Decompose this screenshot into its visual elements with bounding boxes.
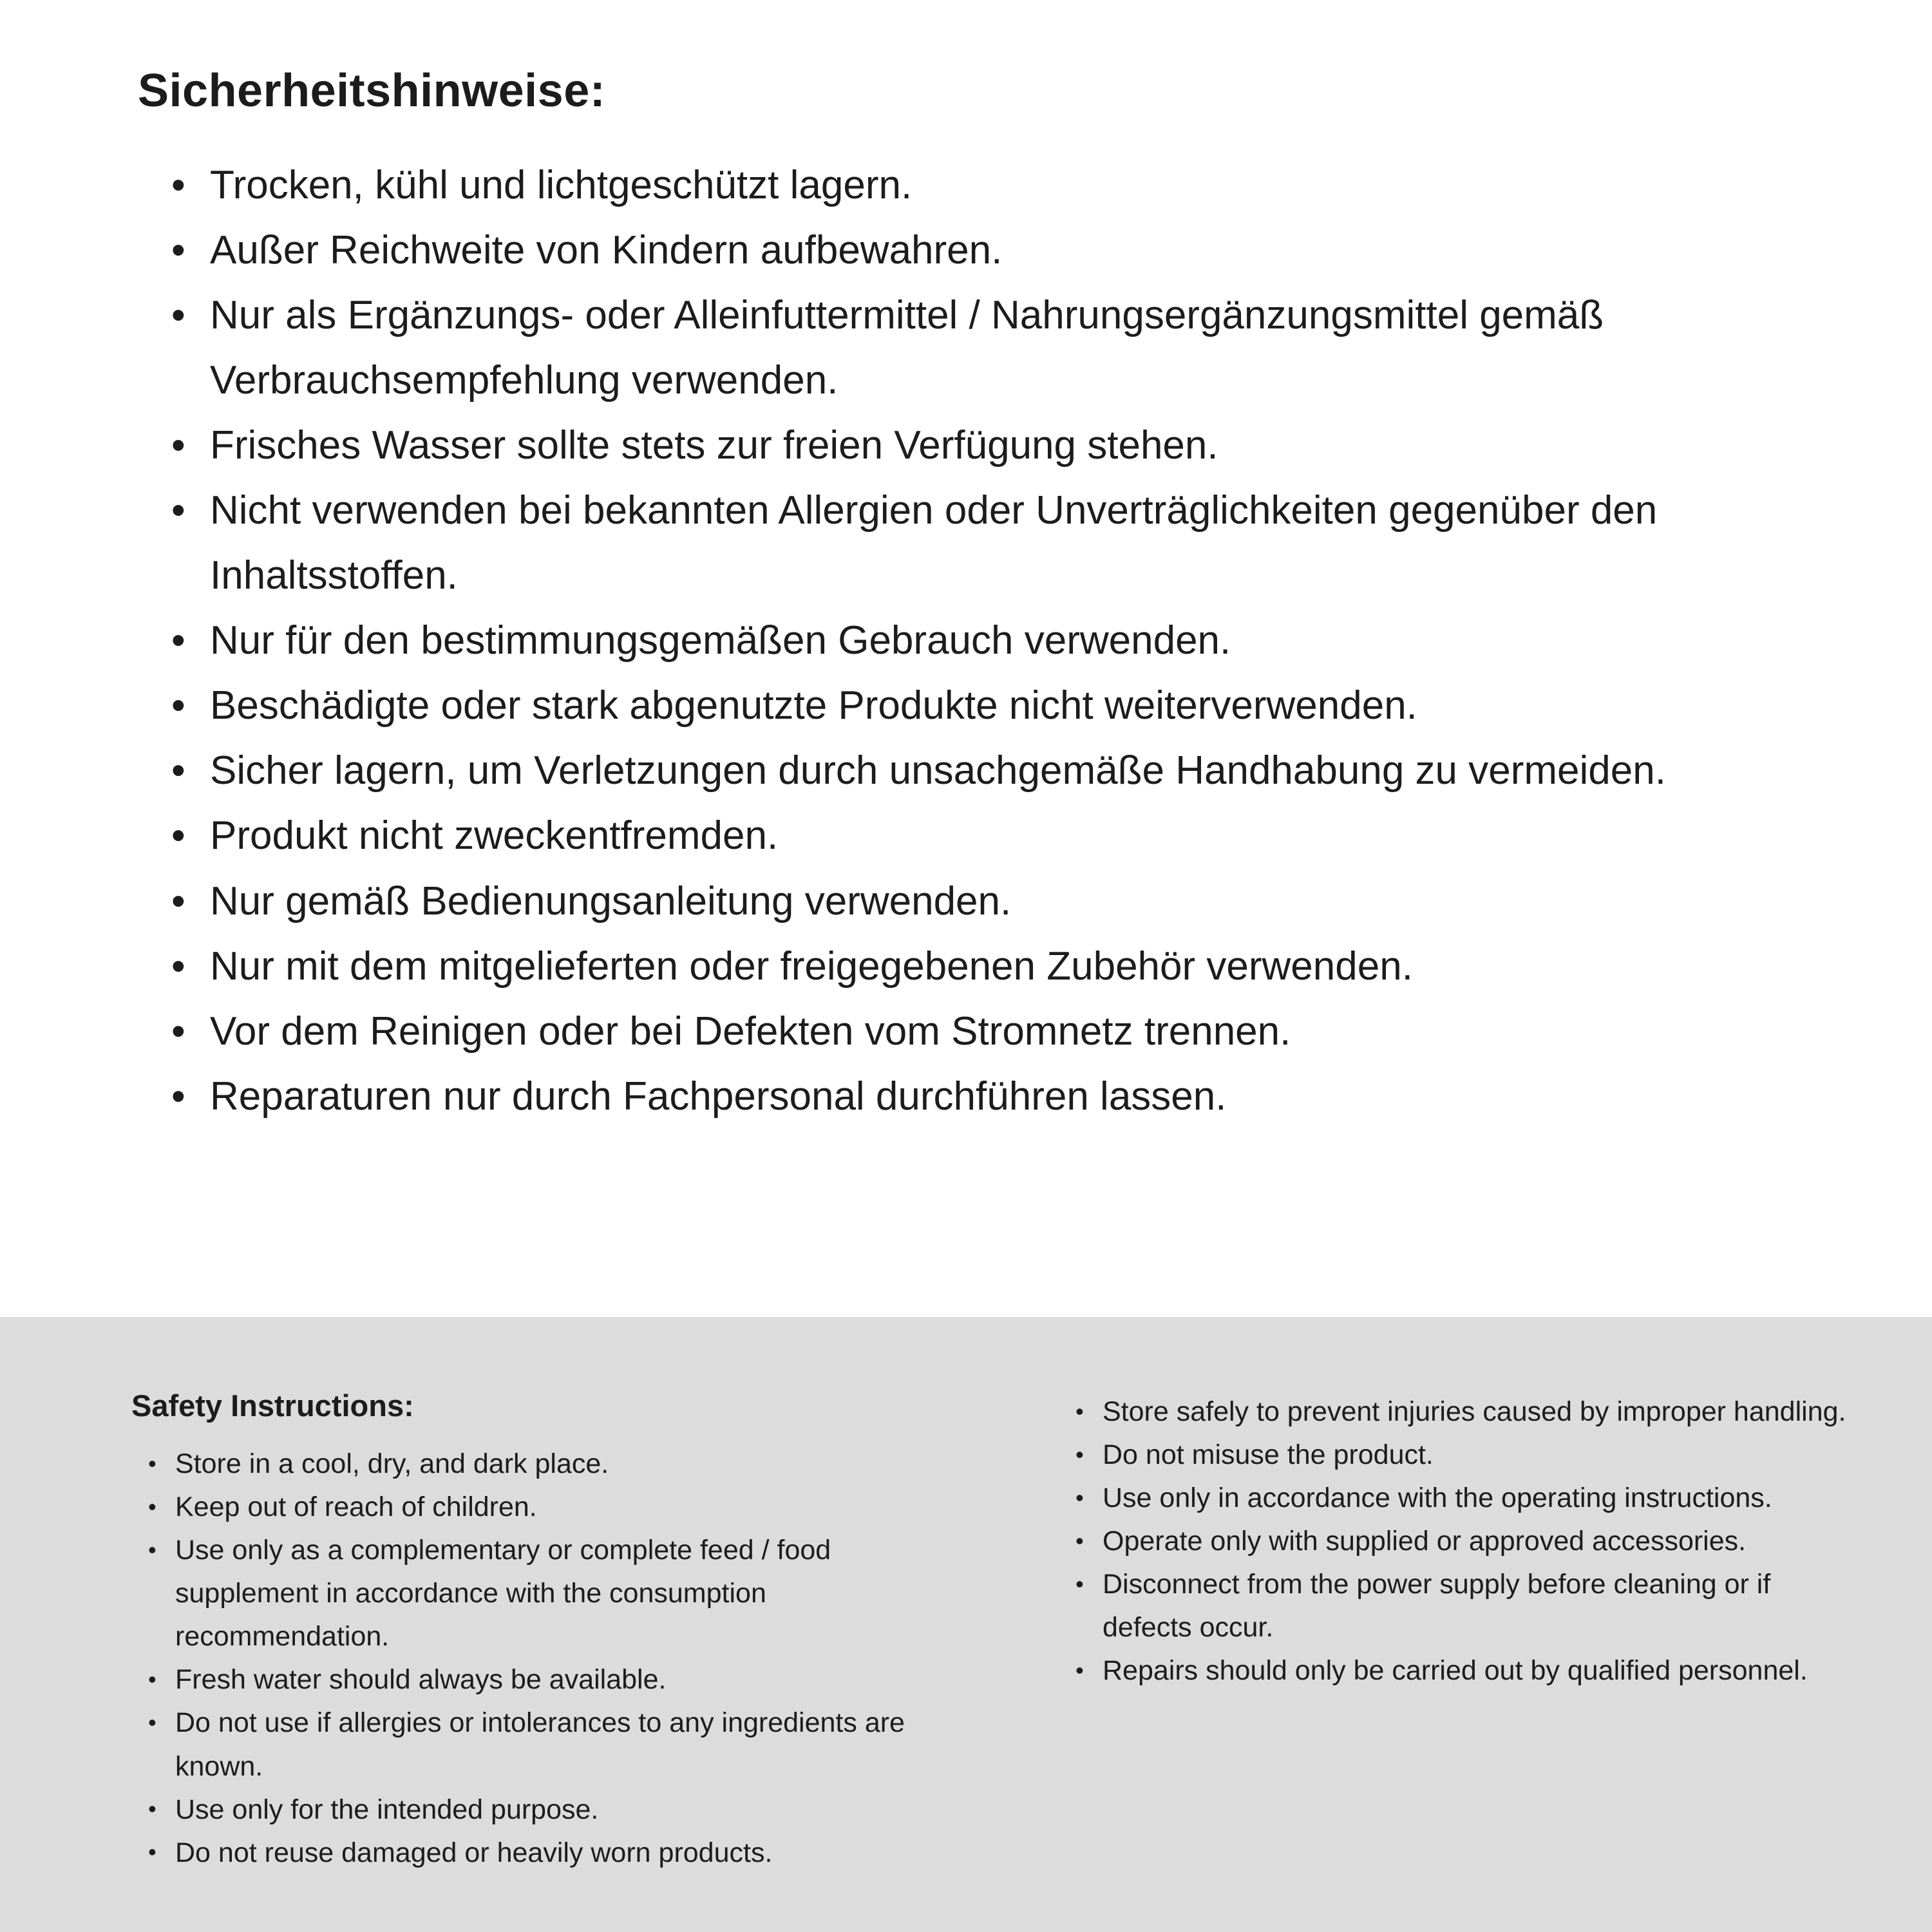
list-item: • Do not reuse damaged or heavily worn products. — [148, 1832, 981, 1875]
list-item: • Nur gemäß Bedienungsanleitung verwenden. — [171, 869, 1820, 934]
list-item: • Reparaturen nur durch Fachpersonal durchführen lassen. — [171, 1064, 1820, 1129]
list-item: • Keep out of reach of children. — [148, 1486, 981, 1529]
list-item: • Do not use if allergies or intolerances to any ingredients are known. — [148, 1701, 981, 1788]
english-safety-list-right — [1059, 1390, 1861, 1693]
list-item: • Trocken, kühl und lichtgeschützt lagern. — [171, 153, 1820, 218]
english-section-title: Safety Instructions: — [131, 1388, 414, 1423]
list-item: • Do not misuse the product. — [1075, 1434, 1861, 1477]
list-item: • Fresh water should always be available. — [148, 1658, 981, 1701]
english-safety-list-left — [131, 1443, 981, 1875]
list-item: • Repairs should only be carried out by qualified personnel. — [1075, 1649, 1861, 1692]
german-safety-list — [138, 153, 1820, 1129]
list-item: • Use only for the intended purpose. — [148, 1788, 981, 1832]
list-item: • Disconnect from the power supply before cleaning or if defects occur. — [1075, 1563, 1861, 1649]
list-item: • Beschädigte oder stark abgenutzte Produkte nicht weiterverwenden. — [171, 673, 1820, 738]
list-item: • Store safely to prevent injuries caused by improper handling. — [1075, 1390, 1861, 1434]
list-item: • Außer Reichweite von Kindern aufbewahren. — [171, 218, 1820, 283]
list-item: • Produkt nicht zweckentfremden. — [171, 803, 1820, 868]
list-item: • Operate only with supplied or approved accessories. — [1075, 1520, 1861, 1563]
list-item: • Nicht verwenden bei bekannten Allergien oder Unverträglichkeiten gegenüber den Inhaltsstoffen. — [171, 478, 1820, 608]
list-item: • Nur für den bestimmungsgemäßen Gebrauch verwenden. — [171, 608, 1820, 673]
list-item: • Sicher lagern, um Verletzungen durch unsachgemäße Handhabung zu vermeiden. — [171, 738, 1820, 803]
german-section-title: Sicherheitshinweise: — [138, 65, 606, 117]
list-item: • Use only in accordance with the operating instructions. — [1075, 1477, 1861, 1520]
list-item: • Vor dem Reinigen oder bei Defekten vom Stromnetz trennen. — [171, 999, 1820, 1064]
list-item: • Store in a cool, dry, and dark place. — [148, 1443, 981, 1486]
list-item: • Nur mit dem mitgelieferten oder freigegebenen Zubehör verwenden. — [171, 934, 1820, 999]
english-safety-section — [0, 1317, 1932, 1932]
english-left-column — [131, 1388, 981, 1932]
list-item: • Use only as a complementary or complete feed / food supplement in accordance with the consumption recommendation. — [148, 1529, 981, 1658]
list-item: • Nur als Ergänzungs- oder Alleinfuttermittel / Nahrungsergänzungsmittel gemäß Verbrauchsempfehlung verwenden. — [171, 283, 1820, 413]
list-item: • Frisches Wasser sollte stets zur freien Verfügung stehen. — [171, 413, 1820, 478]
english-right-column — [1059, 1388, 1861, 1932]
